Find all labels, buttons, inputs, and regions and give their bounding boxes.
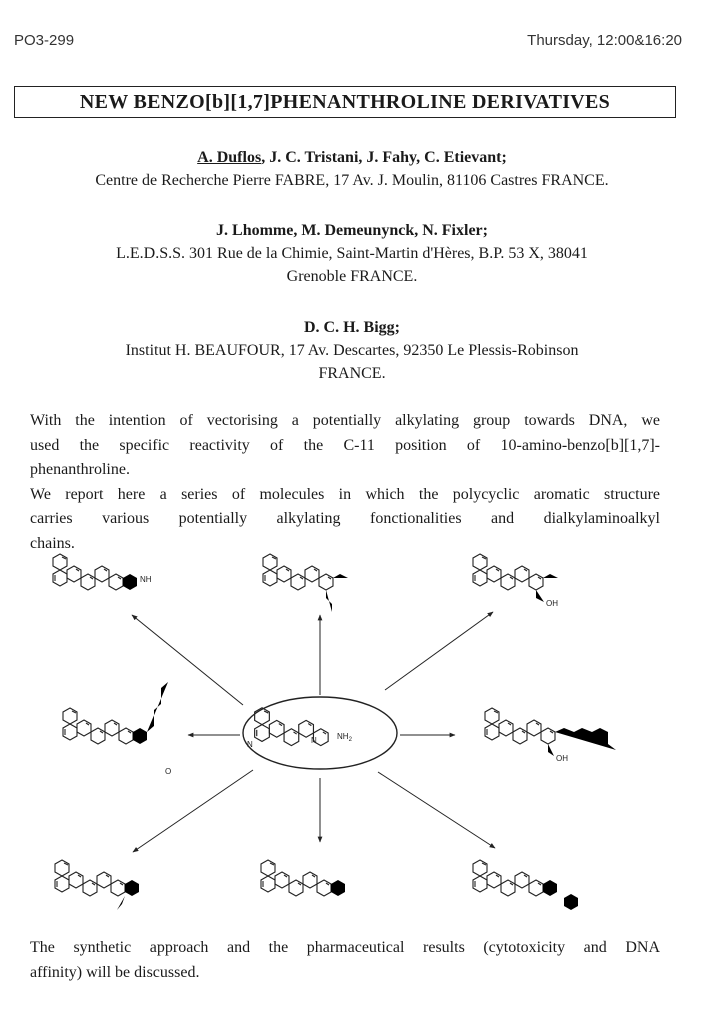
abstract-line: We report here a series of molecules in which the polycyclic aromatic structure xyxy=(30,485,660,503)
affiliation-3-line-2: FRANCE. xyxy=(318,365,386,382)
author-group-2 xyxy=(20,219,684,288)
arrow-top-left xyxy=(132,615,243,705)
arrow-bottom-right xyxy=(378,772,495,848)
central-ellipse xyxy=(243,697,397,769)
abstract-line: With the intention of vectorising a potentially alkylating group towards DNA, we xyxy=(30,412,660,429)
author-names-3: D. C. H. Bigg; xyxy=(304,319,400,336)
author-names-1 xyxy=(20,146,684,169)
title-box xyxy=(14,86,676,118)
affiliation-2-line-1: L.E.D.S.S. 301 Rue de la Chimie, Saint-Martin d'Hères, B.P. 53 X, 38041 xyxy=(116,245,588,262)
abstract-line: used the specific reactivity of the C-11 position of 10-amino-benzo[b][1,7]- xyxy=(30,436,660,454)
abstract xyxy=(30,409,660,556)
session-time: Thursday, 12:00&16:20 xyxy=(527,32,682,49)
conclusion-line: affinity) will be discussed. xyxy=(30,963,200,981)
reaction-scheme xyxy=(0,540,704,935)
molecule-bottom-left xyxy=(55,860,146,910)
affiliation-1: Centre de Recherche Pierre FABRE, 17 Av. J. Moulin, 81106 Castres FRANCE. xyxy=(95,172,609,189)
molecule-middle-left xyxy=(63,682,168,744)
arrow-bottom-left xyxy=(133,770,253,852)
poster-code: PO3-299 xyxy=(14,32,75,49)
presenting-author: A. Duflos xyxy=(197,149,262,166)
o-label: O xyxy=(165,767,172,776)
central-molecule xyxy=(255,708,338,746)
conclusion-line: The synthetic approach and the pharmaceutical results (cytotoxicity and DNA xyxy=(30,939,660,956)
nh-label: NH xyxy=(140,575,152,584)
nh2-label: $NH_2$ xyxy=(337,732,352,743)
affiliation-2-line-2: Grenoble FRANCE. xyxy=(286,268,418,285)
oh-label: OH xyxy=(556,754,568,763)
conclusion xyxy=(30,936,660,985)
molecule-middle-right xyxy=(485,708,616,756)
n-label: N xyxy=(247,740,253,749)
abstract-line: carries various potentially alkylating fonctionalities and dialkylaminoalkyl xyxy=(30,510,660,527)
molecule-top-center xyxy=(263,554,348,612)
abstract-line: phenanthroline. xyxy=(30,461,130,478)
author-group-1 xyxy=(20,146,684,192)
affiliation-3-line-1: Institut H. BEAUFOUR, 17 Av. Descartes, 92350 Le Plessis-Robinson xyxy=(125,342,579,359)
oh-label: OH xyxy=(546,599,558,608)
molecule-bottom-center xyxy=(261,860,352,898)
molecule-top-right xyxy=(473,554,558,602)
molecule-top-left xyxy=(53,554,137,590)
arrow-top-right xyxy=(385,612,493,690)
page-title: NEW BENZO[b][1,7]PHENANTHROLINE DERIVATIVES xyxy=(79,90,611,113)
molecule-bottom-right xyxy=(473,860,578,910)
n-label: N xyxy=(311,736,317,745)
abstract-line: chains. xyxy=(30,534,75,552)
author-group-3 xyxy=(20,316,684,385)
co-authors-1: , J. C. Tristani, J. Fahy, C. Etievant; xyxy=(261,149,507,166)
author-names-2: J. Lhomme, M. Demeunynck, N. Fixler; xyxy=(216,222,488,239)
